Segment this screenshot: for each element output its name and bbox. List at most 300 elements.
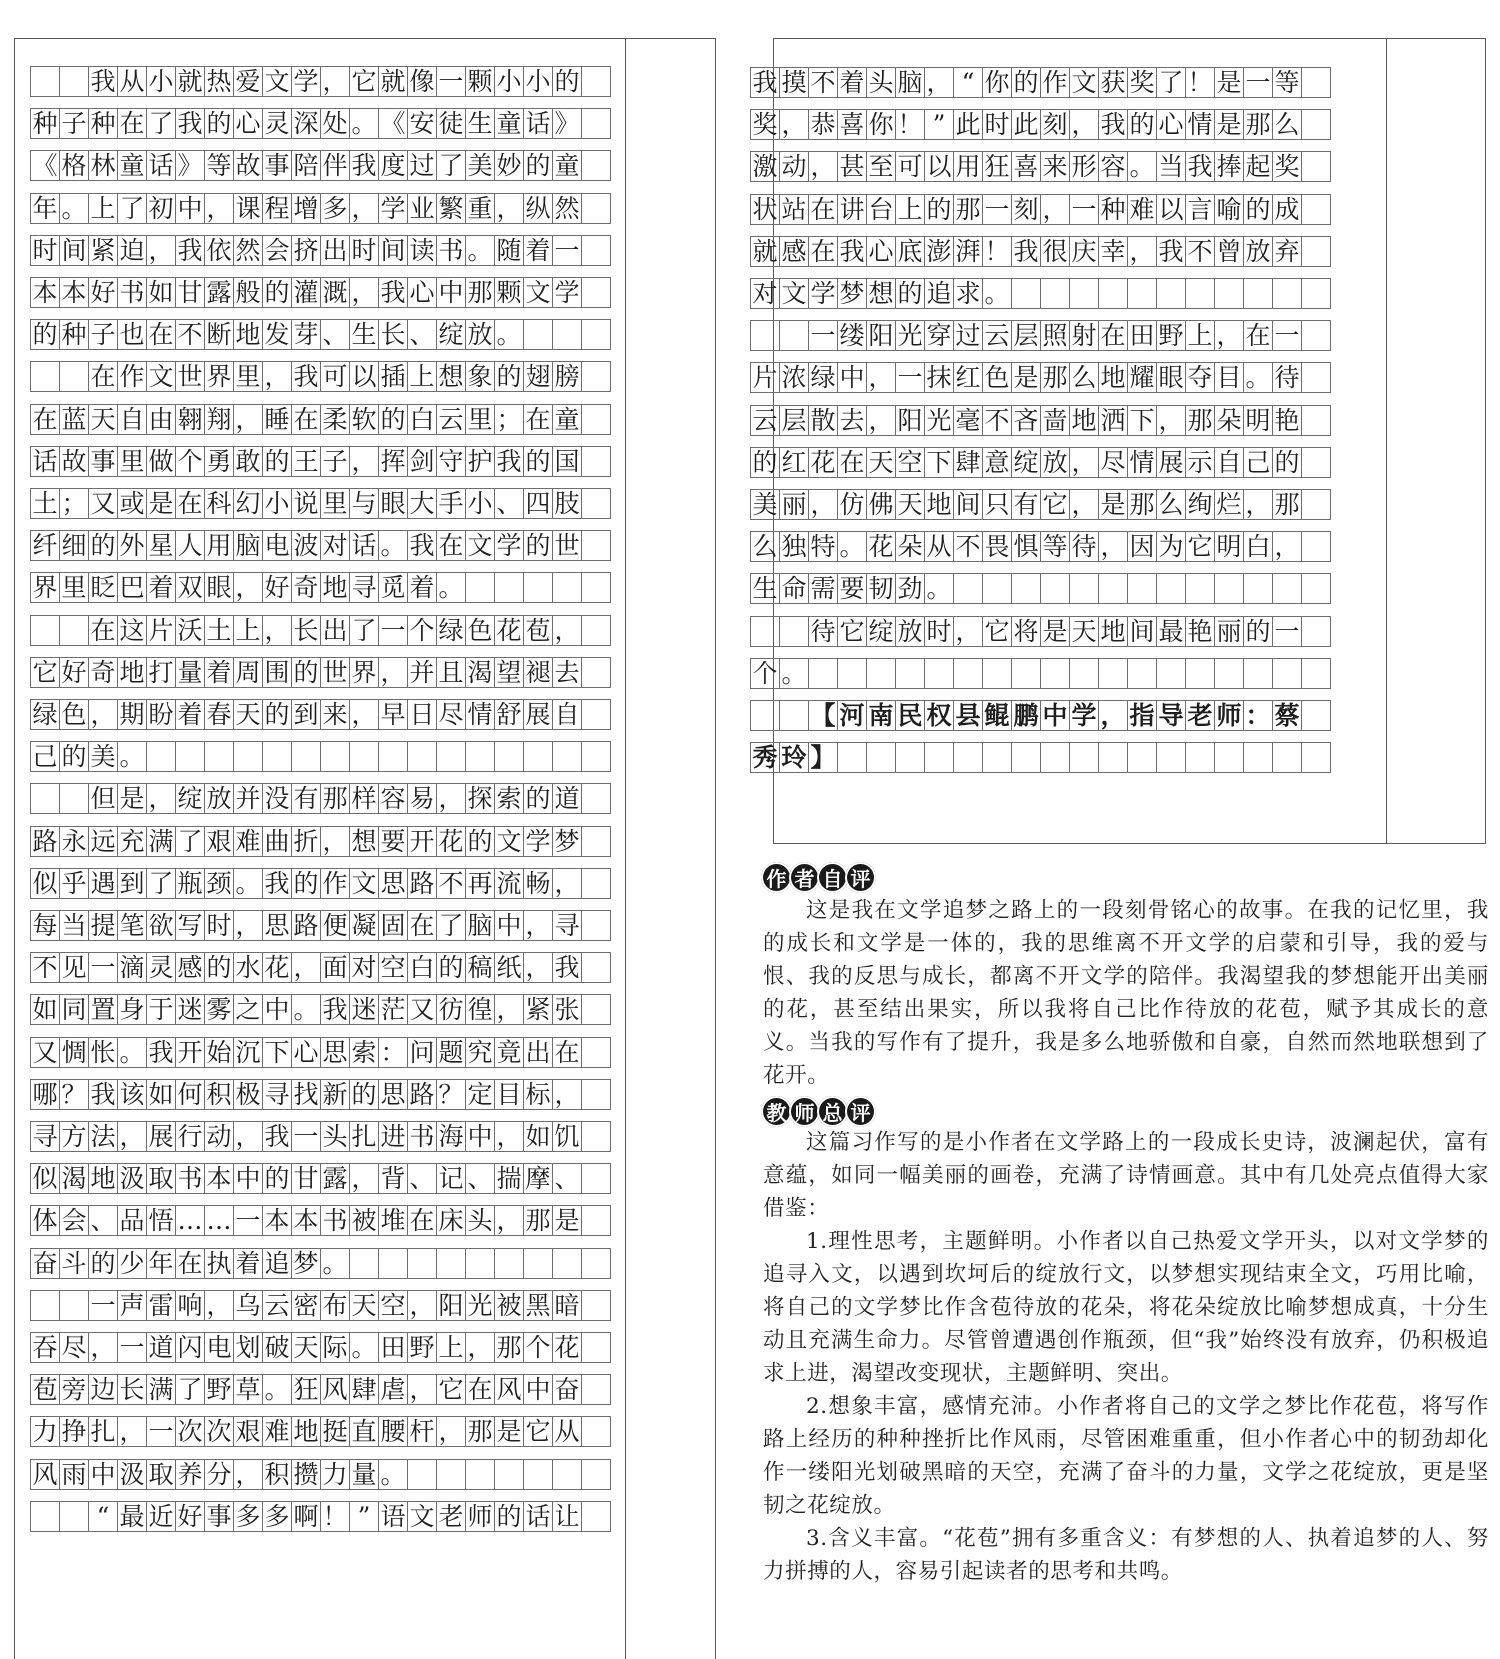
grid-cell: 着 xyxy=(175,699,205,730)
grid-cell: 里 xyxy=(59,572,89,603)
grid-cell: 那 xyxy=(1040,362,1070,393)
grid-cell: 时 xyxy=(204,910,234,941)
grid-cell: 究 xyxy=(465,1037,495,1068)
grid-cell: 的 xyxy=(436,952,466,983)
badge-char: 教 xyxy=(761,1096,792,1127)
grid-row xyxy=(30,868,610,899)
grid-cell: 或 xyxy=(117,488,147,519)
grid-cell: 求 xyxy=(953,278,983,309)
grid-cell: 文 xyxy=(349,868,379,899)
grid-cell: 那 xyxy=(523,1205,553,1236)
grid-cell: 文 xyxy=(407,1501,437,1532)
grid-cell: 增 xyxy=(291,193,321,224)
grid-cell xyxy=(1040,658,1070,689)
grid-cell: 甘 xyxy=(291,1163,321,1194)
grid-cell: 空 xyxy=(895,447,925,478)
grid-cell xyxy=(581,994,611,1025)
grid-cell xyxy=(581,1121,611,1152)
grid-cell: 也 xyxy=(117,319,147,350)
grid-cell xyxy=(1301,700,1331,731)
grid-cell: 破 xyxy=(262,1332,292,1363)
grid-cell: 写 xyxy=(175,910,205,941)
grid-cell: 欲 xyxy=(146,910,176,941)
grid-cell: 春 xyxy=(204,699,234,730)
grid-cell: 作 xyxy=(320,868,350,899)
grid-cell: 朵 xyxy=(895,531,925,562)
grid-cell xyxy=(523,572,553,603)
grid-cell: ， xyxy=(262,361,292,392)
grid-cell: 在 xyxy=(175,1248,205,1279)
grid-cell: 年 xyxy=(30,193,60,224)
grid-cell: ， xyxy=(436,783,466,814)
grid-cell xyxy=(581,1374,611,1405)
grid-cell: 。 xyxy=(465,235,495,266)
grid-cell: 间 xyxy=(1127,616,1157,647)
grid-cell xyxy=(465,1248,495,1279)
grid-cell: 奋 xyxy=(30,1248,60,1279)
grid-cell: 滴 xyxy=(117,952,147,983)
grid-cell: 本 xyxy=(59,277,89,308)
grid-cell: ： xyxy=(378,1037,408,1068)
grid-cell: 上 xyxy=(895,194,925,225)
grid-row xyxy=(750,573,1330,604)
grid-cell: ， xyxy=(779,109,809,140)
grid-cell: 书 xyxy=(320,1205,350,1236)
grid-cell: 特 xyxy=(808,531,838,562)
grid-cell xyxy=(349,1248,379,1279)
grid-cell: ， xyxy=(320,826,350,857)
grid-cell: 穿 xyxy=(924,320,954,351)
grid-cell: 。 xyxy=(1243,362,1273,393)
grid-cell: 挥 xyxy=(378,446,408,477)
badge-char: 总 xyxy=(817,1096,848,1127)
grid-cell xyxy=(779,700,809,731)
grid-cell: 草 xyxy=(233,1374,263,1405)
grid-cell: 身 xyxy=(117,994,147,1025)
grid-cell: 界 xyxy=(349,657,379,688)
grid-cell: 。 xyxy=(378,530,408,561)
grid-cell xyxy=(581,1459,611,1490)
grid-cell: 一 xyxy=(1272,320,1302,351)
grid-cell: 脑 xyxy=(233,530,263,561)
grid-cell: 展 xyxy=(523,699,553,730)
grid-cell: 头 xyxy=(465,1205,495,1236)
essay-grid-right xyxy=(752,38,1486,844)
grid-cell: 民 xyxy=(895,700,925,731)
grid-cell: 用 xyxy=(953,151,983,182)
grid-cell: 将 xyxy=(1011,616,1041,647)
grid-cell: 天 xyxy=(349,1290,379,1321)
grid-row xyxy=(30,657,610,688)
grid-row xyxy=(30,1374,610,1405)
grid-cell: 了 xyxy=(175,1374,205,1405)
grid-cell: 沃 xyxy=(175,615,205,646)
grid-cell: 个 xyxy=(407,615,437,646)
grid-cell: 鲲 xyxy=(982,700,1012,731)
grid-cell: 永 xyxy=(59,826,89,857)
grid-cell: 事 xyxy=(204,1501,234,1532)
grid-cell: 地 xyxy=(291,1416,321,1447)
grid-cell: 我 xyxy=(378,277,408,308)
grid-cell: 汲 xyxy=(117,1459,147,1490)
grid-cell: 软 xyxy=(349,404,379,435)
grid-cell: 它 xyxy=(1040,489,1070,520)
grid-cell: 学 xyxy=(291,66,321,97)
grid-cell: 夺 xyxy=(1185,362,1215,393)
grid-cell: 白 xyxy=(407,952,437,983)
grid-cell: 子 xyxy=(59,108,89,139)
grid-cell xyxy=(1243,742,1273,773)
grid-cell: 你 xyxy=(866,109,896,140)
grid-cell: 闪 xyxy=(175,1332,205,1363)
grid-cell: ， xyxy=(233,1459,263,1490)
grid-cell: 一 xyxy=(1243,67,1273,98)
grid-cell: 个 xyxy=(523,1332,553,1363)
grid-cell: 到 xyxy=(291,699,321,730)
grid-cell: 着 xyxy=(837,67,867,98)
grid-cell: 我 xyxy=(291,361,321,392)
grid-cell: 伴 xyxy=(320,150,350,181)
grid-cell: 子 xyxy=(320,446,350,477)
grid-cell: 年 xyxy=(146,1248,176,1279)
grid-cell: 陪 xyxy=(291,150,321,181)
grid-cell: 中 xyxy=(523,1374,553,1405)
grid-cell: 绽 xyxy=(866,616,896,647)
grid-cell xyxy=(1301,320,1331,351)
grid-cell: 我 xyxy=(407,530,437,561)
grid-cell: 声 xyxy=(117,1290,147,1321)
grid-cell xyxy=(581,150,611,181)
grid-cell: 的 xyxy=(59,741,89,772)
grid-cell xyxy=(581,193,611,224)
grid-cell: 色 xyxy=(982,362,1012,393)
grid-cell: 放 xyxy=(204,783,234,814)
grid-cell: 积 xyxy=(262,1459,292,1490)
grid-cell: ， xyxy=(233,404,263,435)
grid-cell: 在 xyxy=(407,1205,437,1236)
grid-cell: 书 xyxy=(407,1121,437,1152)
grid-cell: ？ xyxy=(59,1079,89,1110)
grid-cell: 。 xyxy=(291,994,321,1025)
grid-cell: 的 xyxy=(262,277,292,308)
grid-cell: 喻 xyxy=(1214,194,1244,225)
grid-cell: 眼 xyxy=(1156,362,1186,393)
grid-cell: 土 xyxy=(30,488,60,519)
grid-cell: 是 xyxy=(146,488,176,519)
grid-cell: 花 xyxy=(866,531,896,562)
grid-cell xyxy=(750,616,780,647)
grid-cell: 以 xyxy=(924,151,954,182)
grid-cell: 不 xyxy=(30,952,60,983)
grid-cell: 攒 xyxy=(291,1459,321,1490)
grid-cell: 地 xyxy=(233,319,263,350)
grid-cell: 层 xyxy=(779,405,809,436)
grid-cell xyxy=(581,1037,611,1068)
grid-row xyxy=(750,109,1330,140)
grid-cell: 哪 xyxy=(30,1079,60,1110)
grid-row xyxy=(30,361,610,392)
grid-cell: 形 xyxy=(1069,151,1099,182)
grid-cell: 白 xyxy=(1243,531,1273,562)
grid-cell: 并 xyxy=(407,657,437,688)
grid-cell: 的 xyxy=(750,447,780,478)
grid-cell: 虐 xyxy=(378,1374,408,1405)
grid-cell: 徨 xyxy=(465,994,495,1025)
grid-cell: 颗 xyxy=(494,277,524,308)
grid-cell: 翅 xyxy=(523,361,553,392)
grid-cell: 情 xyxy=(1127,447,1157,478)
grid-cell: 。 xyxy=(320,1248,350,1279)
grid-row xyxy=(30,1079,610,1110)
grid-cell: 文 xyxy=(494,826,524,857)
grid-cell: 弃 xyxy=(1272,236,1302,267)
grid-cell xyxy=(175,741,205,772)
grid-cell: 时 xyxy=(349,235,379,266)
grid-cell: 的 xyxy=(262,699,292,730)
grid-cell: 心 xyxy=(291,1037,321,1068)
grid-cell: 童 xyxy=(117,150,147,181)
grid-cell xyxy=(407,1459,437,1490)
grid-cell: 执 xyxy=(204,1248,234,1279)
grid-cell: 只 xyxy=(982,489,1012,520)
grid-cell: ， xyxy=(552,615,582,646)
grid-cell: 站 xyxy=(779,194,809,225)
grid-cell: 的 xyxy=(1011,67,1041,98)
grid-cell xyxy=(1214,278,1244,309)
grid-cell: 以 xyxy=(349,361,379,392)
grid-row xyxy=(30,1501,610,1532)
grid-cell: 折 xyxy=(291,826,321,857)
grid-cell xyxy=(30,615,60,646)
grid-cell: 的 xyxy=(204,108,234,139)
grid-cell: 话 xyxy=(523,1501,553,1532)
grid-cell: 光 xyxy=(895,320,925,351)
grid-cell: 又 xyxy=(88,488,118,519)
grid-cell: 褪 xyxy=(523,657,553,688)
grid-cell: 喜 xyxy=(1011,151,1041,182)
grid-cell: 畏 xyxy=(982,531,1012,562)
grid-cell: 热 xyxy=(204,66,234,97)
grid-cell xyxy=(581,277,611,308)
grid-cell: 等 xyxy=(1040,531,1070,562)
grid-cell: 我 xyxy=(349,150,379,181)
grid-cell: 雨 xyxy=(59,1459,89,1490)
grid-cell: 。 xyxy=(837,531,867,562)
grid-cell: 溉 xyxy=(320,277,350,308)
grid-cell: 啬 xyxy=(1040,405,1070,436)
grid-cell: 难 xyxy=(233,826,263,857)
grid-cell xyxy=(407,741,437,772)
grid-cell xyxy=(1098,278,1128,309)
grid-cell: 地 xyxy=(924,489,954,520)
grid-cell: ” xyxy=(349,1501,379,1532)
grid-cell: 、 xyxy=(552,1163,582,1194)
grid-cell: 。 xyxy=(779,658,809,689)
grid-row xyxy=(30,488,610,519)
grid-cell xyxy=(982,658,1012,689)
grid-cell: ， xyxy=(808,151,838,182)
grid-cell xyxy=(1011,658,1041,689)
grid-cell: 剑 xyxy=(407,446,437,477)
grid-cell xyxy=(1301,194,1331,225)
grid-cell: 了 xyxy=(117,193,147,224)
grid-cell: 我 xyxy=(320,994,350,1025)
grid-cell: 着 xyxy=(407,572,437,603)
grid-cell: 苞 xyxy=(30,1374,60,1405)
grid-cell xyxy=(1040,742,1070,773)
grid-cell: 茫 xyxy=(378,994,408,1025)
grid-cell: 灵 xyxy=(146,952,176,983)
grid-cell: 寻 xyxy=(552,910,582,941)
grid-cell: ， xyxy=(953,616,983,647)
grid-cell: 世 xyxy=(175,361,205,392)
grid-cell: 底 xyxy=(895,236,925,267)
grid-cell: 学 xyxy=(494,530,524,561)
grid-cell: 。 xyxy=(59,193,89,224)
grid-cell xyxy=(1011,573,1041,604)
grid-cell xyxy=(779,616,809,647)
grid-cell: 、 xyxy=(465,1163,495,1194)
grid-cell: 我 xyxy=(262,1121,292,1152)
grid-cell: 充 xyxy=(117,826,147,857)
grid-cell xyxy=(1272,573,1302,604)
grid-cell: 出 xyxy=(320,615,350,646)
grid-cell: 新 xyxy=(320,1079,350,1110)
grid-cell: 状 xyxy=(750,194,780,225)
grid-cell: 我 xyxy=(837,236,867,267)
grid-cell: 界 xyxy=(30,572,60,603)
grid-cell: 我 xyxy=(175,108,205,139)
grid-row xyxy=(30,277,610,308)
grid-cell: 一 xyxy=(88,1290,118,1321)
grid-cell: ， xyxy=(866,405,896,436)
grid-cell: 觅 xyxy=(378,572,408,603)
grid-cell: 挤 xyxy=(291,235,321,266)
grid-cell: 林 xyxy=(88,150,118,181)
grid-cell: 到 xyxy=(117,868,147,899)
grid-cell: 从 xyxy=(117,66,147,97)
grid-cell: ， xyxy=(146,235,176,266)
grid-cell: 生 xyxy=(465,108,495,139)
grid-cell: ” xyxy=(924,109,954,140)
grid-cell: 的 xyxy=(88,530,118,561)
grid-cell: 间 xyxy=(953,489,983,520)
grid-cell: 品 xyxy=(117,1205,147,1236)
grid-row xyxy=(30,826,610,857)
grid-cell xyxy=(1098,573,1128,604)
grid-cell xyxy=(837,658,867,689)
grid-cell: 曾 xyxy=(1214,236,1244,267)
grid-cell: 好 xyxy=(175,1501,205,1532)
grid-cell: 中 xyxy=(436,277,466,308)
grid-cell: 惧 xyxy=(1011,531,1041,562)
grid-cell: 至 xyxy=(866,151,896,182)
grid-margin-line xyxy=(625,39,626,1659)
grid-cell: 容 xyxy=(378,783,408,814)
grid-cell: 扎 xyxy=(349,1121,379,1152)
grid-cell: 绚 xyxy=(1185,489,1215,520)
grid-cell xyxy=(1127,278,1157,309)
grid-cell: 会 xyxy=(59,1205,89,1236)
grid-cell xyxy=(30,1290,60,1321)
grid-cell: ， xyxy=(349,1163,379,1194)
grid-cell: 细 xyxy=(59,530,89,561)
grid-cell: 天 xyxy=(866,447,896,478)
grid-cell: 间 xyxy=(378,235,408,266)
grid-cell: 的 xyxy=(895,278,925,309)
grid-cell: 韧 xyxy=(866,573,896,604)
grid-cell: 中 xyxy=(175,193,205,224)
grid-cell: 天 xyxy=(233,699,263,730)
grid-cell: 挣 xyxy=(59,1416,89,1447)
grid-cell: 中 xyxy=(837,362,867,393)
grid-cell: 满 xyxy=(146,826,176,857)
grid-cell xyxy=(581,1332,611,1363)
grid-cell: 片 xyxy=(146,615,176,646)
grid-cell: 容 xyxy=(1098,151,1128,182)
grid-cell: 时 xyxy=(30,235,60,266)
grid-cell: 意 xyxy=(982,447,1012,478)
grid-cell xyxy=(465,741,495,772)
grid-cell: ， xyxy=(233,572,263,603)
grid-row xyxy=(750,151,1330,182)
grid-cell: ， xyxy=(1069,109,1099,140)
grid-cell: 思 xyxy=(378,1079,408,1110)
grid-cell: 了 xyxy=(349,615,379,646)
grid-cell: 丽 xyxy=(1214,616,1244,647)
grid-cell xyxy=(866,658,896,689)
grid-cell: 小 xyxy=(494,66,524,97)
grid-cell: 文 xyxy=(523,277,553,308)
grid-cell: 在 xyxy=(465,1374,495,1405)
grid-cell: ， xyxy=(1069,447,1099,478)
grid-cell: 最 xyxy=(117,1501,147,1532)
grid-cell: 沉 xyxy=(233,1037,263,1068)
grid-row xyxy=(30,1248,610,1279)
grid-cell: 一 xyxy=(895,362,925,393)
grid-cell: 有 xyxy=(1011,489,1041,520)
grid-cell: 张 xyxy=(552,994,582,1025)
grid-cell: 不 xyxy=(982,405,1012,436)
grid-cell: 鹏 xyxy=(1011,700,1041,731)
grid-cell xyxy=(1301,447,1331,478)
grid-cell: 情 xyxy=(1185,109,1215,140)
grid-cell: 风 xyxy=(30,1459,60,1490)
grid-cell: 多 xyxy=(320,193,350,224)
grid-cell: 权 xyxy=(924,700,954,731)
grid-row xyxy=(750,405,1330,436)
teacher-comment-paragraph: 3.含义丰富。“花苞”拥有多重含义：有梦想的人、执着追梦的人、努力拼搏的人，容易引起读者的思考和共鸣。 xyxy=(763,1526,1489,1584)
grid-cell xyxy=(1301,616,1331,647)
grid-cell xyxy=(552,572,582,603)
grid-cell: 作 xyxy=(1040,67,1070,98)
grid-cell: 在 xyxy=(146,319,176,350)
grid-cell: 床 xyxy=(436,1205,466,1236)
grid-cell xyxy=(581,1205,611,1236)
grid-cell: 尽 xyxy=(59,1332,89,1363)
grid-cell: ， xyxy=(262,615,292,646)
grid-cell: 本 xyxy=(262,1205,292,1236)
grid-row xyxy=(30,615,610,646)
grid-cell: 么 xyxy=(1272,109,1302,140)
grid-cell: 风 xyxy=(320,1374,350,1405)
grid-cell: ， xyxy=(349,193,379,224)
grid-cell: 露 xyxy=(320,1163,350,1194)
grid-cell: 尽 xyxy=(1098,447,1128,478)
grid-row xyxy=(750,616,1330,647)
grid-cell: 故 xyxy=(233,150,263,181)
grid-cell: 稿 xyxy=(465,952,495,983)
